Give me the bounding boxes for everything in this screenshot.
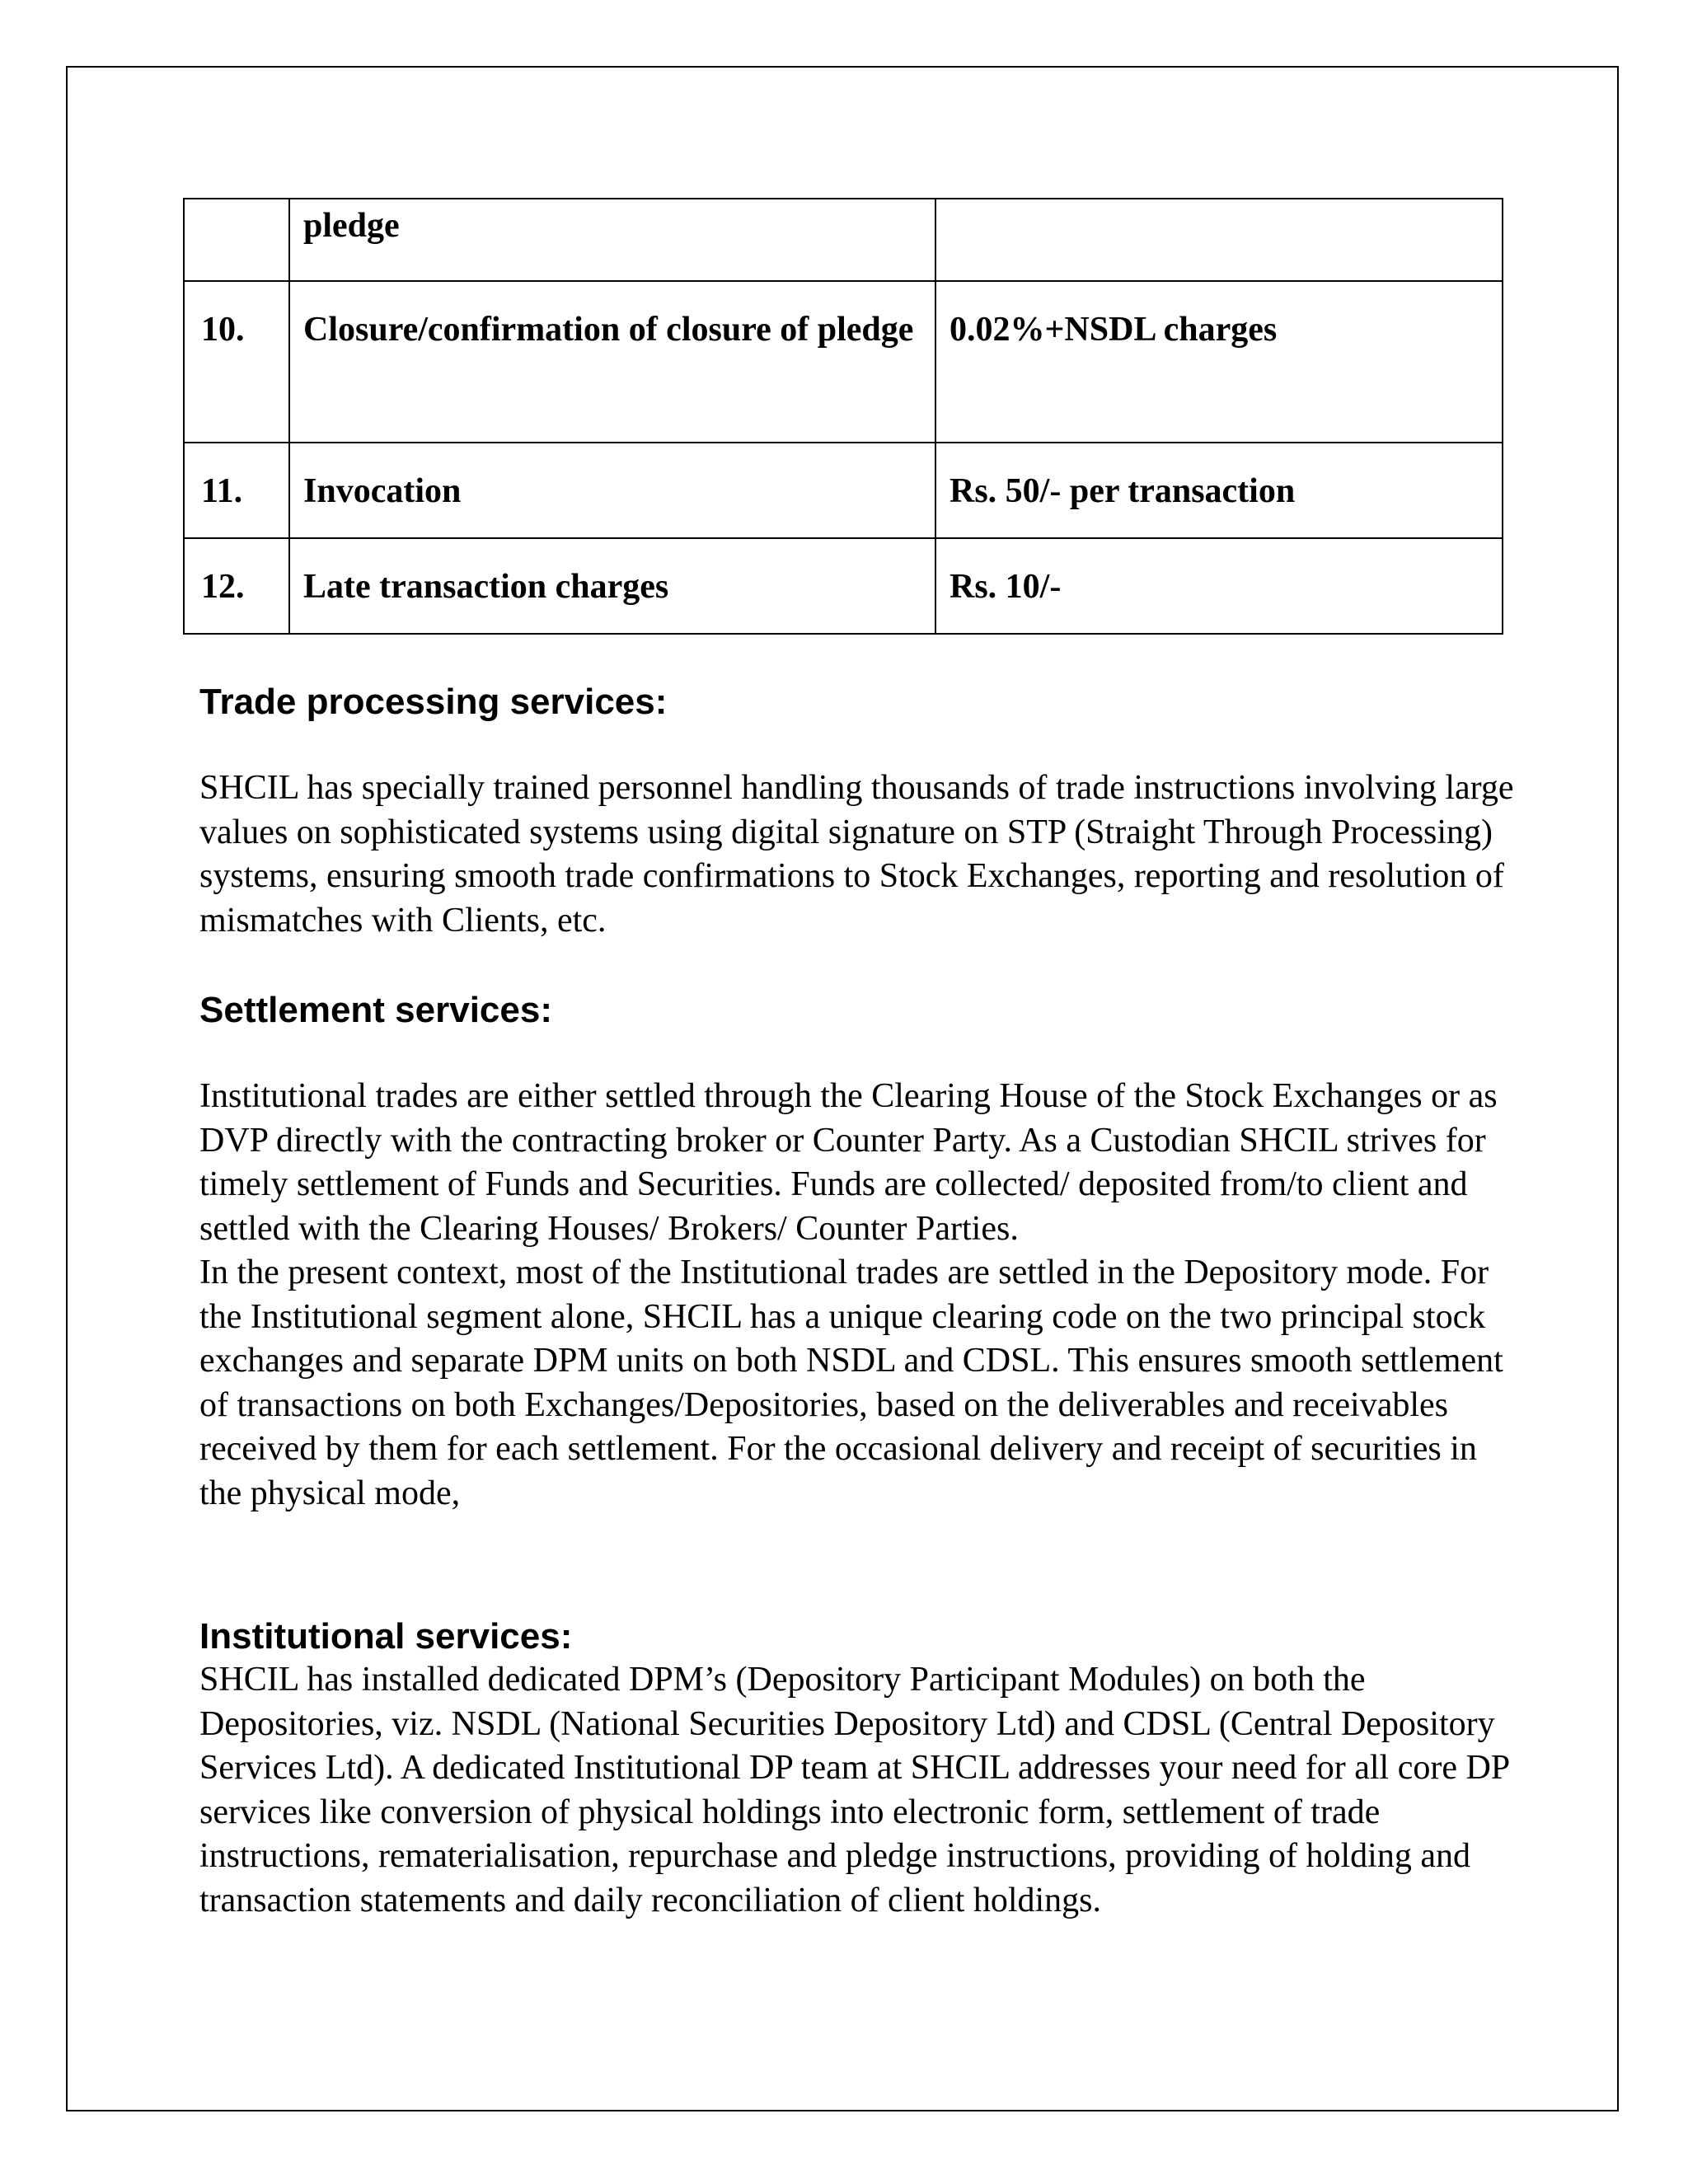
row-charge: Rs. 10/- [935, 538, 1503, 634]
row-number: 10. [184, 281, 289, 443]
row-number: 12. [184, 538, 289, 634]
settlement-paragraph-2: In the present context, most of the Institutional trades are settled in the Depository mode. For the Institutional segment alone, SHCIL has a unique clearing code on the two principal stock exchanges and separate DPM units on both NSDL and CDSL. This ensures smooth settlement of transactions on both Exchanges/Depositories, based on the deliverables and receivables received by them for each settlement. For the occasional delivery and receipt of securities in the physical mode, [199, 1254, 1503, 1512]
settlement-body [199, 1075, 1518, 1516]
trade-processing-heading: Trade processing services: [199, 682, 668, 722]
fee-table [183, 198, 1503, 635]
settlement-heading: Settlement services: [199, 990, 552, 1030]
row-description-text: pledge [303, 207, 400, 245]
row-charge [935, 199, 1503, 281]
trade-processing-body: SHCIL has specially trained personnel handling thousands of trade instructions involving large values on sophisticated systems using digital signature on STP (Straight Through Processing) systems, ensuring smooth trade confirmations to Stock Exchanges, reporting and resolution of mismatches with Clients, etc. [199, 769, 1514, 940]
institutional-body: SHCIL has installed dedicated DPM’s (Depository Participant Modules) on both the Depositories, viz. NSDL (National Securities Depository Ltd) and CDSL (Central Depository Services Ltd). A dedicated Institutional DP team at SHCIL addresses your need for all core DP services like conversion of physical holdings into electronic form, settlement of trade instructions, rematerialisation, repurchase and pledge instructions, providing of holding and transaction statements and daily reconciliation of client holdings. [199, 1661, 1509, 1919]
row-description: Late transaction charges [289, 538, 935, 634]
institutional-heading: Institutional services: [199, 1616, 573, 1657]
table-row [184, 443, 1503, 538]
row-description [289, 199, 935, 281]
row-charge: Rs. 50/- per transaction [935, 443, 1503, 538]
settlement-paragraph-1: Institutional trades are either settled through the Clearing House of the Stock Exchanges or as DVP directly with the contracting broker or Counter Party. As a Custodian SHCIL strives for timely settlement of Funds and Securities. Funds are collected/ deposited from/to client and settled with the Clearing Houses/ Brokers/ Counter Parties. [199, 1077, 1498, 1248]
row-description: Closure/confirmation of closure of pledge [289, 281, 935, 443]
row-number [184, 199, 289, 281]
table-row [184, 538, 1503, 634]
table-row [184, 281, 1503, 443]
table-row [184, 199, 1503, 281]
row-number: 11. [184, 443, 289, 538]
row-description: Invocation [289, 443, 935, 538]
row-charge: 0.02%+NSDL charges [935, 281, 1503, 443]
